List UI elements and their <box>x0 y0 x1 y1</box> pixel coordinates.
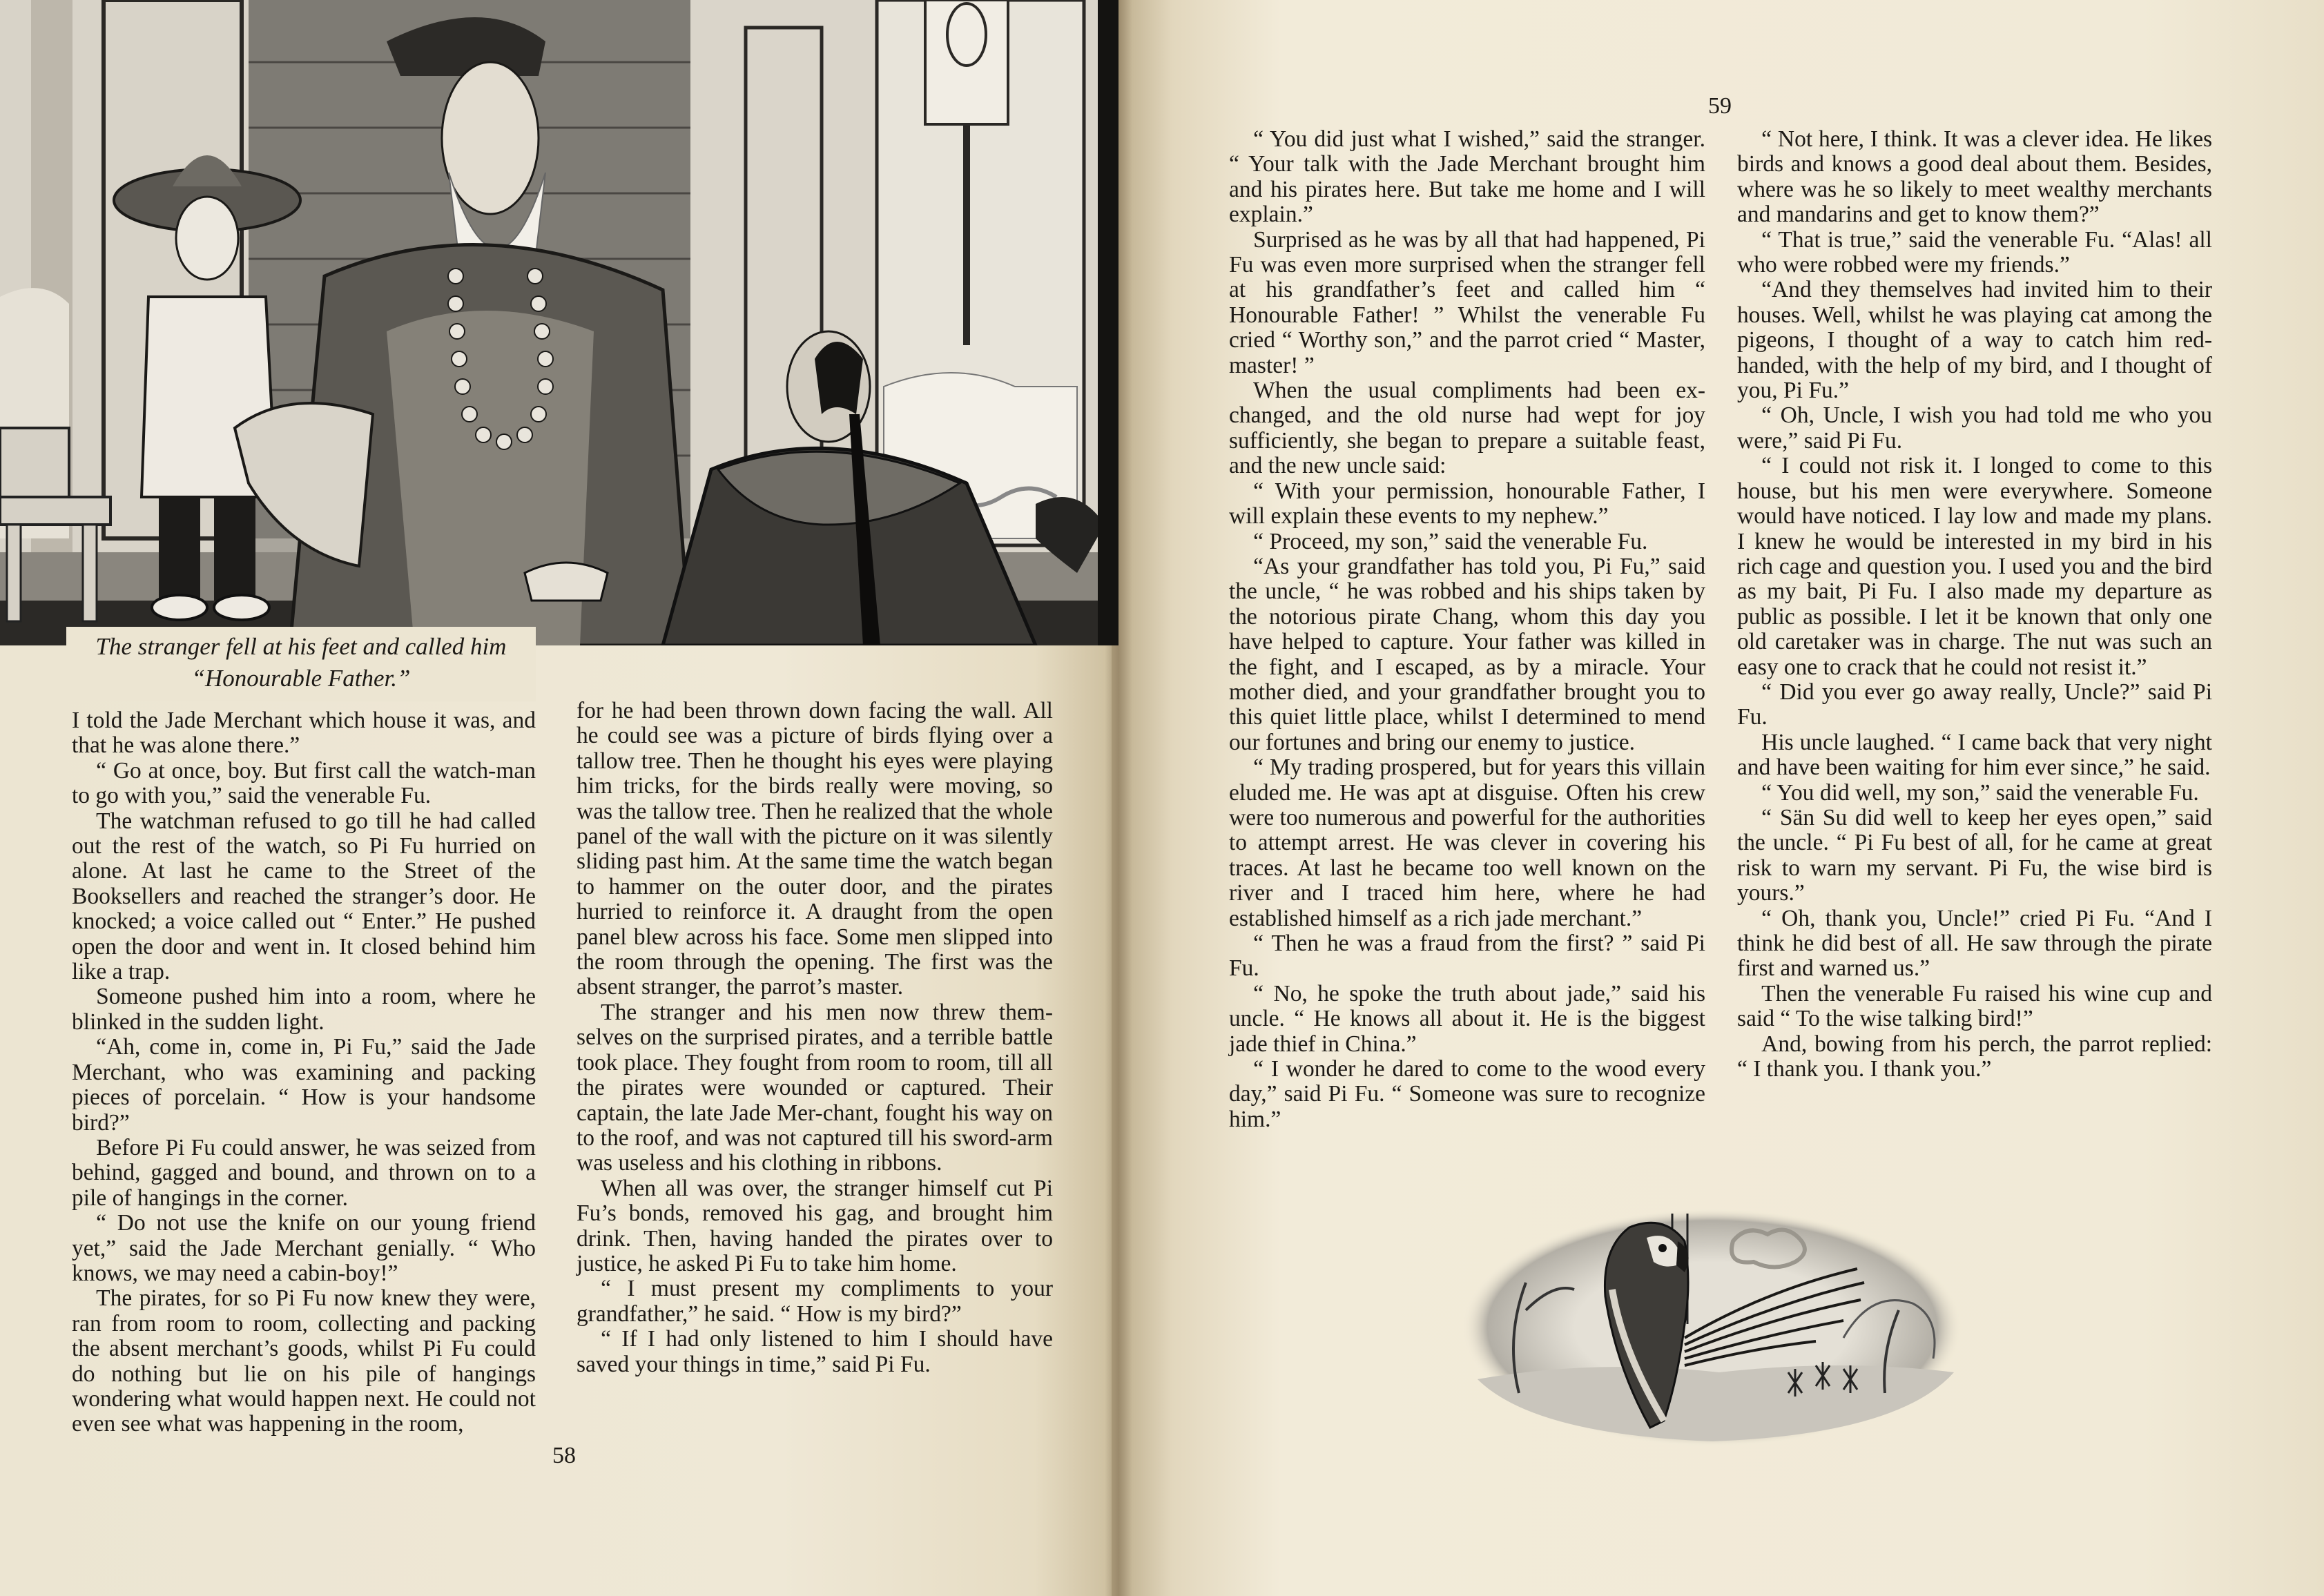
paragraph: “ Go at once, boy. But first call the watch-man to go with you,” said the venerable Fu. <box>72 757 536 809</box>
left-page-column-2 <box>577 699 1053 1377</box>
paragraph: “ Do not use the knife on our young friend yet,” said the Jade Merchant genially. “ Who knows, we may need a cabin-boy!” <box>72 1210 536 1286</box>
caption-line-1: The stranger fell at his feet and called him <box>95 633 507 660</box>
paragraph: Someone pushed him into a room, where he blinked in the sudden light. <box>72 984 536 1035</box>
illustration-caption <box>66 627 536 701</box>
parrot-icon <box>1457 1200 1968 1448</box>
illustration-stranger-kneeling-art <box>0 0 1119 645</box>
paragraph: “ I wonder he dared to come to the wood every day,” said Pi Fu. “ Someone was sure to recognize him.” <box>1229 1056 1705 1132</box>
paragraph: I told the Jade Merchant which house it was, and that he was alone there.” <box>72 708 536 759</box>
paragraph: “ I could not risk it. I longed to come to this house, but his men were everywhere. Someone would have noticed. I lay low and made my plans. I knew he would be interested in my bird in his rich cage and question you. I used you and the bird as my bait, Pi Fu. I also made my departure as public as possible. I let it be known that only one old caretaker was in charge. The nut was such an easy one to crack that he could not resist it.” <box>1737 453 2212 680</box>
paragraph: “ Did you ever go away really, Uncle?” said Pi Fu. <box>1737 679 2212 730</box>
paragraph: “ No, he spoke the truth about jade,” said his uncle. “ He knows all about it. He is the biggest jade thief in China.” <box>1229 980 1705 1057</box>
paragraph: “ If I had only listened to him I should have saved your things in time,” said Pi Fu. <box>577 1326 1053 1377</box>
paragraph: Surprised as he was by all that had happened, Pi Fu was even more surprised when the stranger fell at his grandfather’s feet and called him “ Honourable Father! ” Whilst the venerable Fu cried “ Worthy son,” and the parrot cried “ Master, master! ” <box>1229 226 1705 378</box>
paragraph: His uncle laughed. “ I came back that very night and have been waiting for him ever since,” he said. <box>1737 729 2212 781</box>
paragraph: for he had been thrown down facing the wall. All he could see was a picture of birds flying over a tallow tree. Then he thought his eyes were playing him tricks, for the birds really were moving, so was the tallow tree. Then he realized that the whole panel of the wall with the picture on it was silently sliding past him. At the same time the watch began to hammer on the outer door, and the pirates hurried to reinforce it. A draught from the open panel blew across his face. Some men slipped into the room through the opening. The first was the absent stranger, the parrot’s master. <box>577 698 1053 1000</box>
paragraph: “As your grandfather has told you, Pi Fu,” said the uncle, “ he was robbed and his ships taken by the notorious pirate Chang, whom this day you have helped to capture. Your father was killed in the fight, and I escaped, as by a miracle. Your mother died, and your grandfather brought you to this quiet little place, whilst I determined to mend our fortunes and bring our enemy to justice. <box>1229 553 1705 755</box>
illustration-stranger-kneeling <box>0 0 1119 645</box>
page-number-left: 58 <box>552 1443 576 1468</box>
paragraph: The watchman refused to go till he had called out the rest of the watch, so Pi Fu hurried on alone. At last he came to the Street of the Booksellers and reached the stranger’s door. He knocked; a voice called out “ Enter.” He pushed open the door and went in. It closed behind him like a trap. <box>72 808 536 985</box>
paragraph: And, bowing from his perch, the parrot replied: “ I thank you. I thank you.” <box>1737 1031 2212 1082</box>
paragraph: “And they themselves had invited him to their houses. Well, whilst he was playing cat among the pigeons, I thought of a way to catch him red-handed, with the help of my bird, and I thought of you, Pi Fu.” <box>1737 277 2212 404</box>
paragraph: “ Oh, Uncle, I wish you had told me who you were,” said Pi Fu. <box>1737 402 2212 454</box>
paragraph: Then the venerable Fu raised his wine cup and said “ To the wise talking bird!” <box>1737 980 2212 1032</box>
caption-line-2: “Honourable Father.” <box>191 665 411 692</box>
paragraph: “ My trading prospered, but for years this villain eluded me. He was apt at disguise. Often his crew were too numerous and powerful for the authorities to attempt arrest. He was clever in covering his traces. At last he became too well known on the river and I traced him here, where he had established himself as a rich jade merchant.” <box>1229 755 1705 931</box>
paragraph: When all was over, the stranger himself cut Pi Fu’s bonds, removed his gag, and brought him drink. Then, having handed the pirates over to justice, he asked Pi Fu to take him home. <box>577 1175 1053 1276</box>
paragraph: “ Not here, I think. It was a clever idea. He likes birds and knows a good deal about them. Besides, where was he so likely to meet wealthy merchants and mandarins and get to know them?” <box>1737 126 2212 228</box>
paragraph: “ You did well, my son,” said the venerable Fu. <box>1761 779 2199 806</box>
paragraph: “ With your permission, honourable Father, I will explain these events to my nephew.” <box>1229 478 1705 529</box>
paragraph: “ You did just what I wished,” said the stranger. “ Your talk with the Jade Merchant brought him and his pirates here. But take me home and I will explain.” <box>1229 126 1705 228</box>
paragraph: “ That is true,” said the venerable Fu. “Alas! all who were robbed were my friends.” <box>1737 226 2212 278</box>
left-page-column-1 <box>72 708 536 1437</box>
paragraph: “ Then he was a fraud from the first? ” said Pi Fu. <box>1229 931 1705 982</box>
paragraph: The stranger and his men now threw them-selves on the surprised pirates, and a terrible battle took place. They fought from room to room, till all the pirates were wounded or captured. Their captain, the late Jade Mer-chant, fought his way on to the roof, and was not captured till his sword-arm was useless and his clothing in ribbons. <box>577 999 1053 1176</box>
paragraph: When the usual compliments had been ex-changed, and the old nurse had wept for joy sufficiently, she began to prepare a suitable feast, and the new uncle said: <box>1229 378 1705 479</box>
paragraph: Before Pi Fu could answer, he was seized from behind, gagged and bound, and thrown on to a pile of hangings in the corner. <box>72 1134 536 1211</box>
right-page-column-1 <box>1229 127 1705 1132</box>
paragraph: “ Oh, thank you, Uncle!” cried Pi Fu. “And I think he did best of all. He saw through the pirate first and warned us.” <box>1737 905 2212 982</box>
paragraph: “ I must present my compliments to your grandfather,” he said. “ How is my bird?” <box>577 1276 1053 1327</box>
paragraph: The pirates, for so Pi Fu now knew they were, ran from room to room, collecting and packing the absent merchant’s goods, whilst Pi Fu could do nothing but lie on his pile of hangings wondering what would happen next. He could not even see what was happening in the room, <box>72 1285 536 1437</box>
illustration-parrot-vignette <box>1457 1200 1968 1448</box>
right-page-column-2 <box>1737 127 2212 1082</box>
page-number-right: 59 <box>1708 93 1732 119</box>
paragraph: “ Proceed, my son,” said the venerable Fu. <box>1253 528 1648 554</box>
paragraph: “ Sän Su did well to keep her eyes open,” said the uncle. “ Pi Fu best of all, for he came at great risk to warn my servant. Pi Fu, the wise bird is yours.” <box>1737 804 2212 906</box>
paragraph: “Ah, come in, come in, Pi Fu,” said the Jade Merchant, who was examining and packing pieces of porcelain. “ How is your handsome bird?” <box>72 1034 536 1136</box>
